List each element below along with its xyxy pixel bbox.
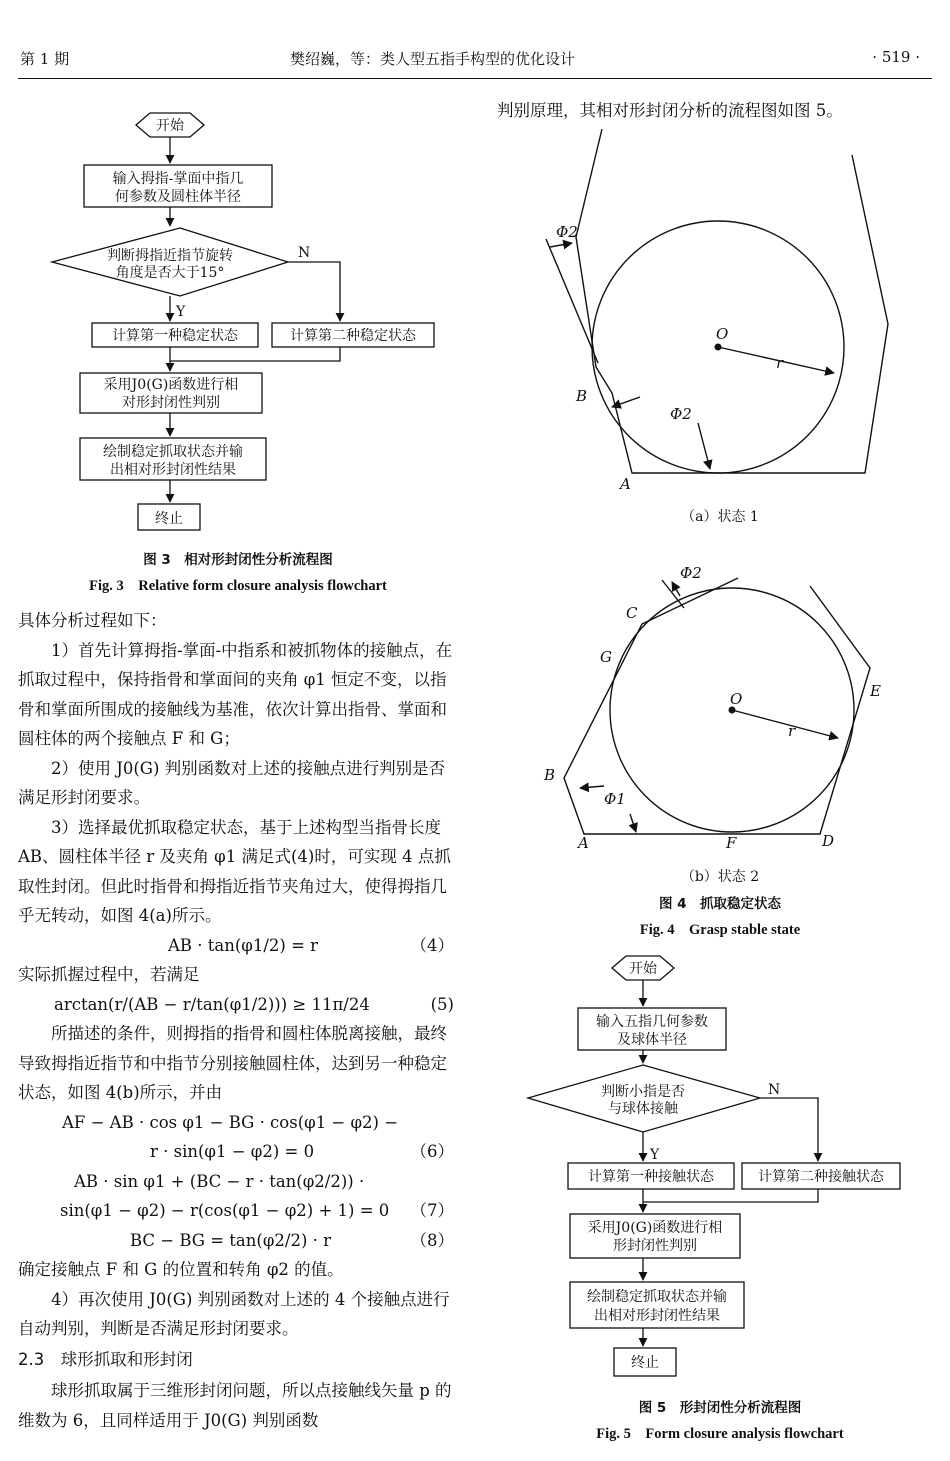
fig3-caption-cn: 图 3 相对形封闭性分析流程图: [143, 552, 333, 568]
fig4a-phi2-bottom: Φ2: [670, 405, 692, 423]
fig5-judge-line1: 采用J0(G)函数进行相: [587, 1220, 723, 1236]
fig4b-label-r: r: [788, 722, 796, 740]
fig5-end: 终止: [631, 1355, 659, 1371]
fig4b-label-B: B: [544, 766, 556, 784]
fig3-draw-line2: 出相对形封闭性结果: [110, 462, 236, 478]
eq4-body: AB · tan(φ1/2) = r: [168, 935, 319, 955]
fig4a-phi2-top: Φ2: [556, 223, 578, 241]
fig4b-phi2: Φ2: [680, 564, 702, 582]
eq4-number: （4）: [410, 935, 454, 955]
fig4b-label-E: E: [870, 682, 881, 700]
fig5-draw-line1: 绘制稳定抓取状态并输: [587, 1289, 727, 1305]
fig4b-diagram: [520, 556, 920, 856]
equation-8: [18, 1226, 458, 1256]
fig3-decision-line2: 角度是否大于15°: [115, 265, 225, 281]
eq7-number: （7）: [410, 1201, 454, 1220]
fig5-start: 开始: [629, 961, 657, 977]
eq7-line2: sin(φ1 − φ2) − r(cos(φ1 − φ2) + 1) = 0: [60, 1201, 390, 1220]
step4-text: 实际抓握过程中，若满足: [18, 965, 200, 984]
fig3-input-line2: 何参数及圆柱体半径: [115, 189, 241, 205]
fig3-flowchart: [40, 105, 460, 540]
section-2-3-title: 2.3 球形抓取和形封闭: [18, 1350, 193, 1369]
step3-text: 3）选择最优抓取稳定状态，基于上述构型当指骨长度 AB、圆柱体半径 r 及夹角 φ1 满足式(4)时，可实现 4 点抓取性封闭。但此时指骨和拇指近指节夹角过大，使得拇指几乎无转动，如图 4(a)所示。: [18, 817, 451, 925]
step6-text: 确定接触点 F 和 G 的位置和转角 φ2 的值。: [18, 1260, 344, 1279]
fig3-judge-line1: 采用J0(G)函数进行相: [103, 377, 239, 393]
body-text-bottom: [18, 1376, 458, 1435]
body-text-left: [18, 606, 458, 1344]
fig4a-label-B: B: [576, 387, 588, 405]
equation-7: [18, 1196, 458, 1226]
fig4b-label-G: G: [600, 648, 612, 666]
fig5-caption-cn: 图 5 形封闭性分析流程图: [638, 1400, 802, 1416]
page-number: · 519 ·: [872, 48, 920, 66]
eq8-number: （8）: [410, 1230, 454, 1250]
fig4a-label-O: O: [716, 325, 729, 343]
fig3-draw-line1: 绘制稳定抓取状态并输: [103, 444, 243, 460]
fig3-judge-line2: 对形封闭性判别: [122, 395, 220, 411]
eq7-line1: AB · sin φ1 + (BC − r · tan(φ2/2)) ·: [74, 1171, 365, 1191]
fig3-caption-en: Fig. 3 Relative form closure analysis flowchart: [89, 578, 387, 594]
issue-number: 第 1 期: [20, 50, 70, 68]
eq8-body: BC − BG = tan(φ2/2) · r: [130, 1230, 331, 1250]
fig4b-subcaption: （b）状态 2: [680, 869, 760, 885]
fig4b-phi1: Φ1: [604, 790, 626, 808]
fig5-decision-line2: 与球体接触: [608, 1101, 678, 1117]
fig5-draw-line2: 出相对形封闭性结果: [594, 1308, 720, 1324]
fig3-yes: Y: [176, 304, 186, 320]
fig5-state1: 计算第一种接触状态: [588, 1169, 714, 1185]
fig3-no: N: [298, 245, 311, 261]
step8-text: 球形抓取属于三维形封闭问题，所以点接触线矢量 p 的维数为 6，且同样适用于 J0(G) 判别函数: [18, 1381, 452, 1430]
fig4a-subcaption: （a）状态 1: [681, 509, 759, 525]
fig4b-label-D: D: [822, 832, 835, 850]
equation-4: [18, 931, 458, 961]
fig5-yes: Y: [650, 1147, 660, 1163]
running-title: 樊绍巍，等：类人型五指手构型的优化设计: [290, 50, 576, 68]
fig4a-diagram: [520, 125, 920, 500]
fig5-no: N: [768, 1082, 781, 1098]
fig3-state1: 计算第一种稳定状态: [112, 328, 238, 344]
fig4b-label-A: A: [578, 834, 589, 852]
fig5-caption-en: Fig. 5 Form closure analysis flowchart: [596, 1426, 844, 1442]
fig3-start: 开始: [156, 118, 184, 134]
step7-text: 4）再次使用 J0(G) 判别函数对上述的 4 个接触点进行自动判别，判断是否满足形封闭要求。: [18, 1289, 450, 1338]
fig5-judge-line2: 形封闭性判别: [613, 1238, 697, 1254]
intro-text: 具体分析过程如下：: [18, 611, 167, 630]
fig4b-label-F: F: [726, 834, 737, 852]
fig4b-label-O: O: [730, 690, 743, 708]
fig4-caption-cn: 图 4 抓取稳定状态: [658, 896, 782, 912]
fig4a-finger-outline: [576, 129, 888, 473]
fig3-state2: 计算第二种稳定状态: [290, 328, 416, 344]
fig4b-label-C: C: [626, 604, 638, 622]
fig5-state2: 计算第二种接触状态: [758, 1169, 884, 1185]
eq5-number: (5): [430, 994, 454, 1014]
fig5-flowchart: [520, 950, 920, 1395]
fig5-input-line1: 输入五指几何参数: [596, 1014, 708, 1030]
header-rule: [18, 78, 932, 79]
equation-6: [18, 1137, 458, 1167]
eq6-number: （6）: [410, 1142, 454, 1161]
right-column-text: 判别原理，其相对形封闭分析的流程图如图 5。: [497, 101, 843, 120]
fig4-caption-en: Fig. 4 Grasp stable state: [639, 922, 801, 938]
fig5-decision-line1: 判断小指是否: [601, 1084, 685, 1100]
eq6-line2: r · sin(φ1 − φ2) = 0: [150, 1142, 315, 1161]
fig3-input-line1: 输入拇指-掌面中指几: [112, 171, 244, 187]
fig3-decision-line1: 判断拇指近指节旋转: [107, 248, 233, 264]
fig5-input-line2: 及球体半径: [617, 1032, 687, 1048]
fig4a-label-r: r: [776, 354, 784, 372]
equation-5: [18, 990, 458, 1020]
eq5-body: arctan(r/(AB − r/tan(φ1/2))) ≥ 11π/24: [54, 994, 370, 1014]
fig4a-label-A: A: [620, 475, 631, 493]
step2-text: 2）使用 J0(G) 判别函数对上述的接触点进行判别是否满足形封闭要求。: [18, 758, 446, 807]
fig3-end: 终止: [155, 511, 183, 527]
step5-text: 所描述的条件，则拇指的指骨和圆柱体脱离接触，最终导致拇指近指节和中指节分别接触圆柱体，达到另一种稳定状态，如图 4(b)所示，并由: [18, 1024, 447, 1102]
step1-text: 1）首先计算拇指-掌面-中指系和被抓物体的接触点，在抓取过程中，保持指骨和掌面间的夹角 φ1 恒定不变，以指骨和掌面所围成的接触线为基准，依次计算出指骨、掌面和圆柱体的两个接触点 F 和 G；: [18, 640, 453, 748]
eq6-line1: AF − AB · cos φ1 − BG · cos(φ1 − φ2) −: [62, 1112, 399, 1132]
